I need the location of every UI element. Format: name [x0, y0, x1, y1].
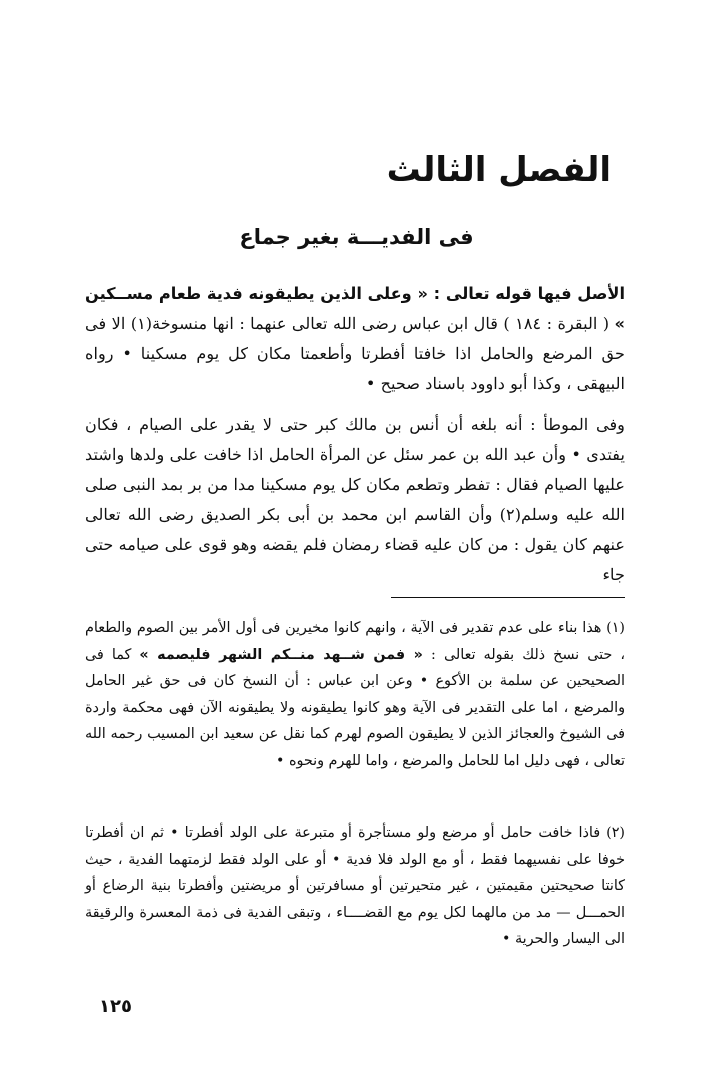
footnote-1 [85, 615, 625, 774]
quran-quote: « وعلى الذين يطيقونه فدية طعام مســكين » [85, 284, 625, 333]
footnote-divider [391, 597, 625, 598]
chapter-title: الفصل الثالث [386, 150, 611, 190]
page-number: ١٢٥ [99, 996, 132, 1017]
paragraph-2: وفى الموطأ : أنه بلغه أن أنس بن مالك كبر حتى لا يقدر على الصيام ، فكان يفتدى • وأن عبد الله بن عمر سئل عن المرأة الحامل اذا خافت على ولدها واشتد عليها الصيام فقال : تفطر وتطعم مكان كل يوم مسكينا مدا من بر بمد النبى صلى الله عليه وسلم(٢) وأن القاسم ابن محمد بن أبى بكر الصديق رضى الله تعالى عنهم كان يقول : من كان عليه قضاء رمضان فلم يقضه وهو قوى على صيامه حتى جاء [85, 415, 626, 584]
footnote-2: (٢) فاذا خافت حامل أو مرضع ولو مستأجرة أو متبرعة على الولد أفطرتا • ثم ان أفطرتا خوفا على نفسيهما فقط ، أو مع الولد فلا فدية • أو على الولد فقط لزمتهما الفدية ، حيث كانتا صحيحتين مقيمتين ، غير متحيرتين أو مسافرتين أو مريضتين وأفطرتا بنية الرضاع أو الحمـــل — مد من مالهما لكل يوم مع القضــــاء ، وتبقى الفدية فى ذمة المعسرة والرقيقة الى اليسار والحرية • [85, 825, 625, 947]
paragraph-1-lead: الأصل فيها قوله تعالى : [427, 284, 625, 303]
paragraph-1-rest: ( البقرة : ١٨٤ ) قال ابن عباس رضى الله تعالى عنهما : انها منسوخة(١) الا فى حق المرضع والحامل اذا خافتا أفطرتا وأطعمتا مكان كل يوم مسكينا • رواه البيهقى ، وكذا أبو داوود باسناد صحيح • [85, 314, 625, 393]
section-title: فى الفديـــة بغير جماع [239, 225, 474, 249]
footnote-1-quote: « فمن شــهد منــكم الشهر فليصمه » [139, 646, 423, 663]
footnote-1-start: (١) هذا بناء على عدم تقدير فى الآية ، وانهم كانوا مخيرين فى أول الأمر بين الصوم والطعام ، حتى نسخ ذلك بقوله تعالى : [85, 620, 625, 663]
paragraph-1 [85, 279, 625, 399]
footnote-1-end: كما فى الصحيحين عن سلمة بن الأكوع • وعن ابن عباس : أن النسخ كان فى حق غير الحامل والمرضع ، اما على التقدير فى الآية وهو كانوا يطيقونه ولا يطيقونه الآن فهى محكمة واردة فى الشيوخ والعجائز الذين لا يطيقون الصوم لهرم كما نقل عن سعيد ابن المسيب رحمه الله تعالى ، فهى دليل اما للحامل والمرضع ، واما للهرم ونحوه • [85, 646, 625, 769]
